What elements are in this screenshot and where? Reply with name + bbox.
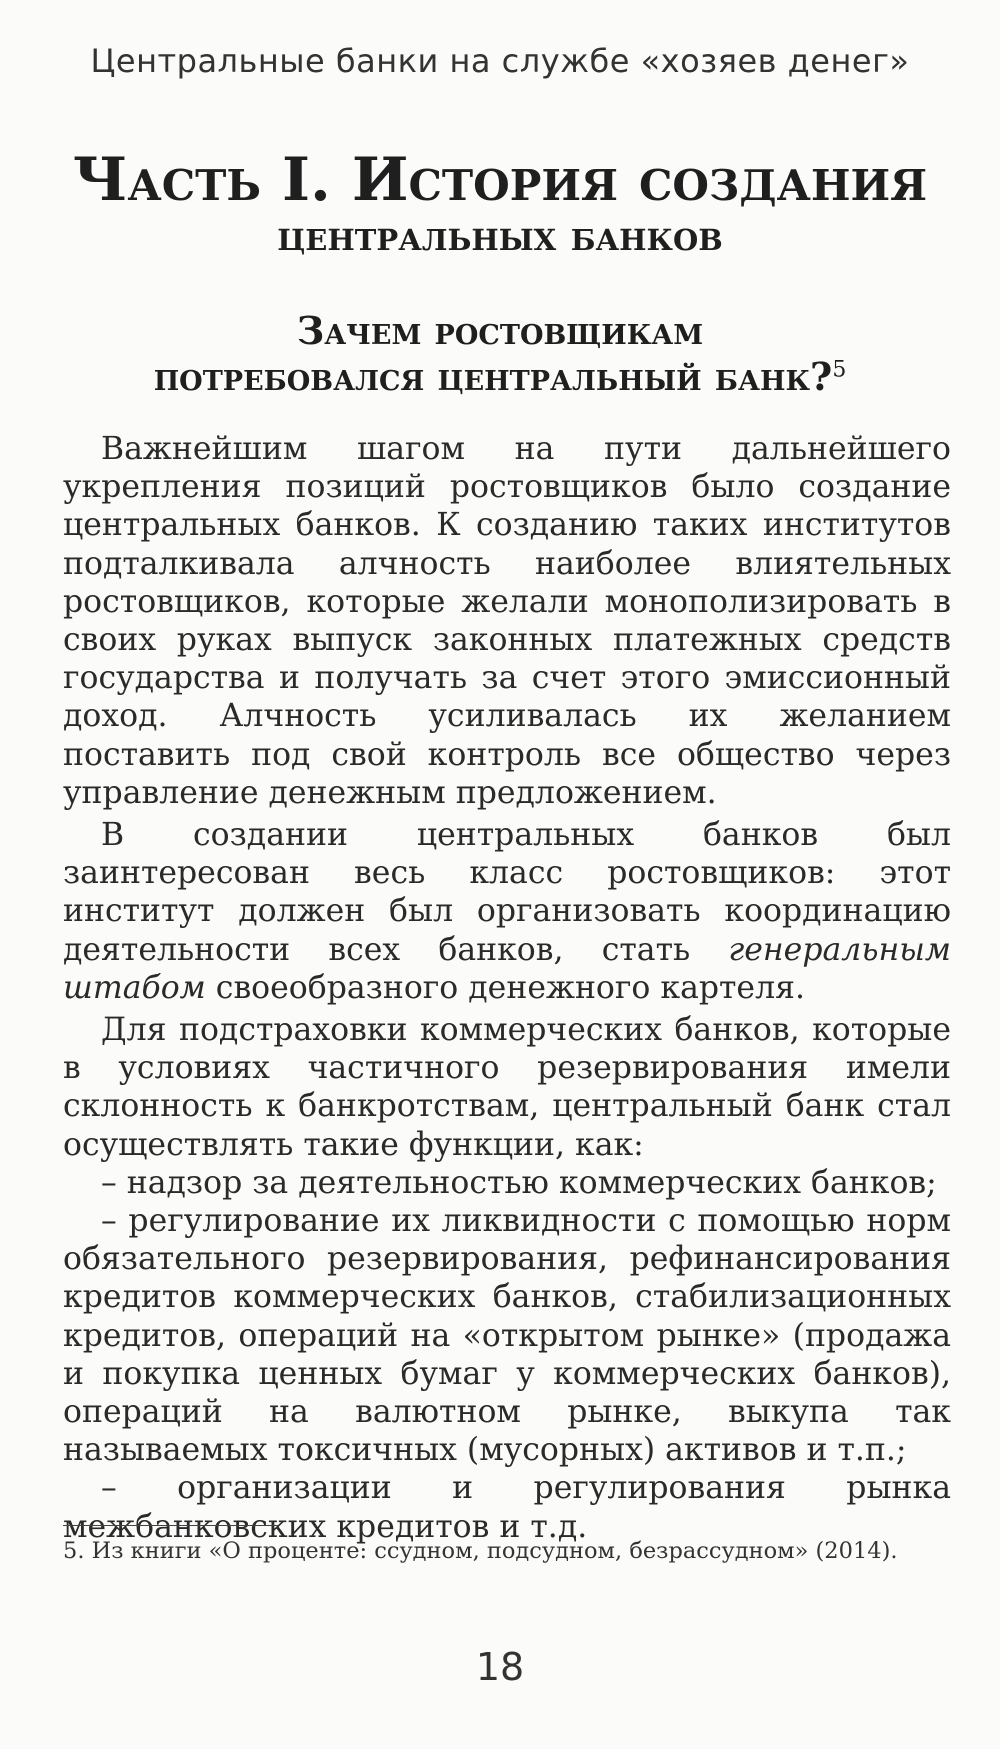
footnote-divider: [63, 1525, 278, 1526]
body-text: [63, 430, 951, 1546]
paragraph-2-text-a: В создании центральных банков был заинтересован весь класс ростовщиков: этот институт должен был организовать координацию деятельности всех банков, стать: [63, 817, 951, 968]
part-title: [0, 145, 1000, 260]
list-item: – регулирование их ликвидности с помощью норм обязательного резервирования, рефинансирования кредитов коммерческих банков, стабилизационных кредитов, операций на «открытом рынке» (продажа и покупка ценных бумаг у коммерческих банков), операций на валютном рынке, выкупа так называемых токсичных (мусорных) активов и т.п.;: [63, 1203, 951, 1469]
paragraph-2-italic: генеральным штабом: [63, 931, 951, 1006]
paragraph-1: Важнейшим шагом на пути дальнейшего укрепления позиций ростовщиков было создание центральных банков. К созданию таких институтов подталкивала алчность наиболее влиятельных ростовщиков, которые желали монополизировать в своих руках выпуск законных платежных средств государства и получать за счет этого эмиссионный доход. Алчность усиливалась их желанием поставить под свой контроль все общество через управление денежным предложением.: [63, 431, 951, 811]
section-title-line-2: потребовался центральный банк?: [153, 354, 833, 400]
footnote-reference: 5: [832, 357, 847, 383]
part-title-line-2: центральных банков: [277, 210, 723, 260]
section-title-line-1: Зачем ростовщикам: [296, 308, 704, 353]
section-title: [0, 308, 1000, 401]
list-item: – надзор за деятельностью коммерческих банков;: [101, 1164, 937, 1201]
page-number: 18: [475, 1645, 525, 1689]
paragraph-3: Для подстраховки коммерческих банков, которые в условиях частичного резервирования имели склонность к банкротствам, центральный банк стал осуществлять такие функции, как:: [63, 1012, 951, 1163]
paragraph-2: [63, 816, 951, 1007]
footnote: 5. Из книги «О проценте: ссудном, подсудном, безрассудном» (2014).: [63, 1538, 898, 1564]
running-header: Центральные банки на службе «хозяев денег»: [90, 42, 910, 80]
part-title-line-1: Часть I. История создания: [72, 145, 928, 215]
list-item: – организации и регулирования рынка межбанковских кредитов и т.д.: [63, 1470, 951, 1545]
function-list: [63, 1164, 951, 1546]
paragraph-2-text-b: своеобразного денежного картеля.: [205, 969, 805, 1006]
